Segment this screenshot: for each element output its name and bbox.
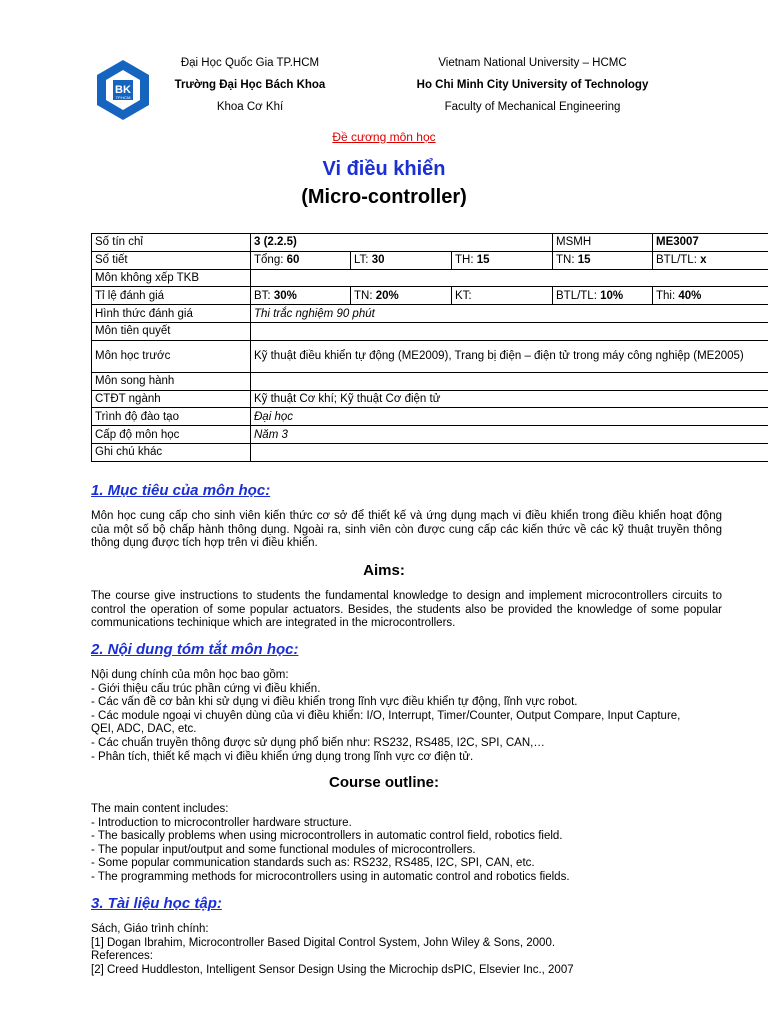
section-content-summary <box>91 641 721 658</box>
row-value <box>251 269 768 287</box>
table-row <box>92 287 768 305</box>
table-row <box>92 426 768 444</box>
list-item: References: <box>91 950 154 963</box>
list-item: The main content includes: <box>91 803 229 815</box>
row-label: Môn tiên quyết <box>92 322 251 340</box>
list-item: QEI, ADC, DAC, etc. <box>91 723 197 736</box>
row-label: CTĐT ngành <box>92 390 251 408</box>
row-label: Trình độ đào tạo <box>92 408 251 426</box>
aims-en-text: The course give instructions to students the fundamental knowledge to design and implement microcontrollers circuits to control the operation of some popular actuators. Besides, the students also be provided the knowledge of some popular communications techinique which are integrated in the microcontrollers. <box>91 590 722 630</box>
row-label: Môn không xếp TKB <box>92 269 251 287</box>
row-value <box>251 372 768 390</box>
weight-tn: TN: 20% <box>351 287 452 305</box>
content-vn-list <box>91 669 721 764</box>
section-materials <box>91 895 721 912</box>
svg-text:BK: BK <box>115 84 131 96</box>
syllabus-label: Đề cương môn học <box>332 130 436 144</box>
university-name-vn: Trường Đại Học Bách Khoa <box>174 79 326 91</box>
year-value: Năm 3 <box>251 426 768 444</box>
row-value <box>251 322 768 340</box>
row-label: Số tín chỉ <box>92 234 251 252</box>
hours-total: Tổng: 60 <box>251 251 351 269</box>
table-row <box>92 322 768 340</box>
faculty-name-en: Faculty of Mechanical Engineering <box>444 101 621 113</box>
section-objectives <box>91 482 721 499</box>
prior-courses-value: Kỹ thuật điều khiển tự động (ME2009), Trang bị điện – điện tử trong máy công nghiệp (ME2005) <box>251 340 768 372</box>
list-item: - Các vấn đề cơ bản khi sử dụng vi điều khiển trong lĩnh vực điều khiển tự động, lĩnh vực robot. <box>91 696 578 709</box>
university-name-en: Ho Chi Minh City University of Technology <box>416 79 649 91</box>
table-row <box>92 269 768 287</box>
course-title-vn: Vi điều khiển <box>322 158 446 180</box>
course-title-en: (Micro-controller) <box>301 186 467 208</box>
list-item: Nội dung chính của môn học bao gồm: <box>91 669 289 681</box>
weight-thi: Thi: 40% <box>653 287 768 305</box>
table-row <box>92 251 768 269</box>
table-row <box>92 443 768 461</box>
list-item: - Các chuẩn truyền thông được sử dụng phổ biến như: RS232, RS485, I2C, SPI, CAN,… <box>91 736 545 749</box>
list-item: - Phân tích, thiết kế mạch vi điều khiển ứng dụng trong lĩnh vực cơ điện tử. <box>91 750 474 763</box>
row-value <box>251 443 768 461</box>
row-label: Môn học trước <box>92 340 251 372</box>
list-item: - Các module ngoại vi chuyên dùng của vi điều khiển: I/O, Interrupt, Timer/Counter, Output Compare, Input Capture, <box>91 709 681 722</box>
row-label: Môn song hành <box>92 372 251 390</box>
hours-th: TH: 15 <box>452 251 553 269</box>
section-heading: 2. Nội dung tóm tắt môn học: <box>91 641 299 658</box>
table-row <box>92 340 768 372</box>
msmh-value: ME3007 <box>653 234 768 252</box>
row-label: Tỉ lệ đánh giá <box>92 287 251 305</box>
faculty-name-vn: Khoa Cơ Khí <box>216 101 284 113</box>
section-heading: 1. Mục tiêu của môn học: <box>91 482 271 499</box>
materials-list <box>91 923 721 977</box>
course-info-table <box>91 233 768 462</box>
objectives-vn-text: Môn học cung cấp cho sinh viên kiến thức cơ sở để thiết kế và ứng dụng mạch vi điều khiển trong điều khiển hoạt động của một số bộ chấp hành thông dụng. Ngoài ra, sinh viên còn được cung cấp các kiến thức về các kỹ thuật truyền thông thông dụng được tích hợp trên vi điều khiển. <box>91 510 722 550</box>
header-right-block <box>385 52 680 118</box>
header-left-block <box>160 52 340 118</box>
list-item: - The programming methods for microcontrollers using in automatic control and robotics fields. <box>91 870 570 883</box>
document-header <box>0 52 768 122</box>
list-item: - The basically problems when using microcontrollers in automatic control field, robotics field. <box>91 830 563 843</box>
table-row <box>92 390 768 408</box>
university-logo-icon <box>91 58 155 122</box>
table-row <box>92 234 768 252</box>
row-label: Ghi chú khác <box>92 443 251 461</box>
national-university-en: Vietnam National University – HCMC <box>438 57 627 69</box>
weight-kt: KT: <box>452 287 553 305</box>
list-item: - Giới thiệu cấu trúc phần cứng vi điều khiển. <box>91 682 321 695</box>
table-row <box>92 372 768 390</box>
weight-bt: BT: 30% <box>251 287 351 305</box>
list-item: - Some popular communication standards such as: RS232, RS485, I2C, SPI, CAN, etc. <box>91 857 535 870</box>
svg-text:TP.HCM: TP.HCM <box>115 95 131 100</box>
level-value: Đại học <box>251 408 768 426</box>
list-item: [1] Dogan Ibrahim, Microcontroller Based Digital Control System, John Wiley & Sons, 2000. <box>91 936 556 949</box>
aims-heading: Aims: <box>363 562 405 579</box>
content-en-list <box>91 803 721 885</box>
list-item: - The popular input/output and some functional modules of microcontrollers. <box>91 843 476 856</box>
msmh-label: MSMH <box>553 234 653 252</box>
credits-value: 3 (2.2.5) <box>251 234 553 252</box>
list-item: [2] Creed Huddleston, Intelligent Sensor Design Using the Microchip dsPIC, Elsevier Inc., 2007 <box>91 963 574 976</box>
table-row <box>92 408 768 426</box>
row-label: Cấp độ môn học <box>92 426 251 444</box>
program-value: Kỹ thuật Cơ khí; Kỹ thuật Cơ điện tử <box>251 390 768 408</box>
list-item: Sách, Giáo trình chính: <box>91 923 209 935</box>
hours-tn: TN: 15 <box>553 251 653 269</box>
section-heading: 3. Tài liệu học tập: <box>91 895 222 912</box>
national-university-vn: Đại Học Quốc Gia TP.HCM <box>180 57 320 69</box>
hours-btl: BTL/TL: x <box>653 251 768 269</box>
weight-btl: BTL/TL: 10% <box>553 287 653 305</box>
table-row <box>92 305 768 323</box>
row-label: Hình thức đánh giá <box>92 305 251 323</box>
row-label: Số tiết <box>92 251 251 269</box>
course-outline-heading: Course outline: <box>328 774 439 791</box>
hours-lt: LT: 30 <box>351 251 452 269</box>
exam-format-value: Thi trắc nghiệm 90 phút <box>251 305 768 323</box>
list-item: - Introduction to microcontroller hardware structure. <box>91 816 352 829</box>
